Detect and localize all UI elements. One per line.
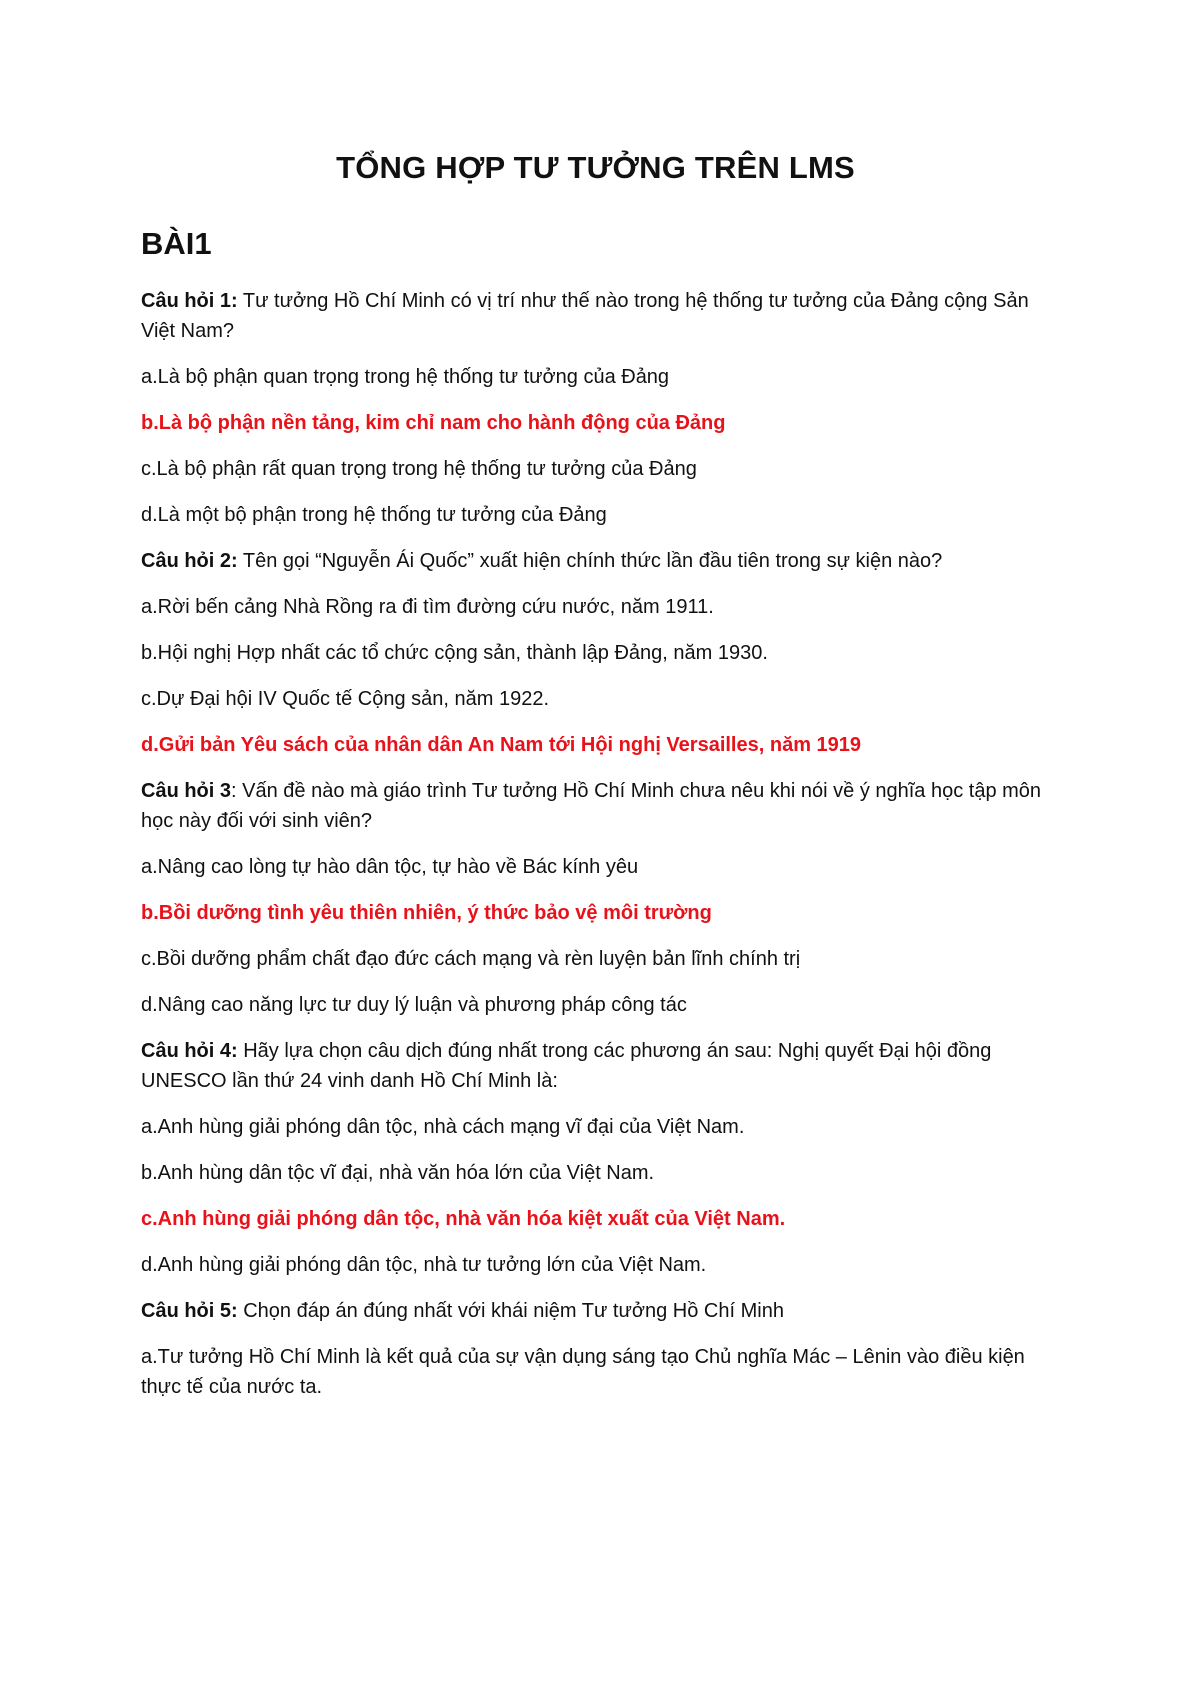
question-4 (141, 1036, 1050, 1096)
answer-option: c.Bồi dưỡng phẩm chất đạo đức cách mạng và rèn luyện bản lĩnh chính trị (141, 948, 801, 970)
answer-option: d.Nâng cao năng lực tư duy lý luận và phương pháp công tác (141, 994, 687, 1016)
question-label: Câu hỏi 1: (141, 290, 238, 312)
document-title: TỔNG HỢP TƯ TƯỞNG TRÊN LMS (336, 150, 855, 185)
question-block-2 (141, 546, 1050, 760)
answer-option: d.Là một bộ phận trong hệ thống tư tưởng của Đảng (141, 504, 607, 526)
answer-option-correct: c.Anh hùng giải phóng dân tộc, nhà văn hóa kiệt xuất của Việt Nam. (141, 1208, 786, 1230)
answer-option: a.Là bộ phận quan trọng trong hệ thống tư tưởng của Đảng (141, 366, 670, 388)
question-label: Câu hỏi 5: (141, 1300, 238, 1322)
answer-option: a.Nâng cao lòng tự hào dân tộc, tự hào về Bác kính yêu (141, 856, 639, 878)
section-title: BÀI1 (141, 226, 212, 261)
answer-option: d.Anh hùng giải phóng dân tộc, nhà tư tưởng lớn của Việt Nam. (141, 1254, 707, 1276)
question-1 (141, 286, 1050, 346)
question-block-1 (141, 286, 1050, 530)
question-label: Câu hỏi 2: (141, 550, 238, 572)
question-block-5 (141, 1296, 1050, 1402)
question-label: Câu hỏi 3 (141, 780, 232, 802)
question-text: Tên gọi “Nguyễn Ái Quốc” xuất hiện chính thức lần đầu tiên trong sự kiện nào? (237, 550, 943, 572)
answer-option: c.Dự Đại hội IV Quốc tế Cộng sản, năm 1922. (141, 688, 550, 710)
answer-option: a.Tư tưởng Hồ Chí Minh là kết quả của sự vận dụng sáng tạo Chủ nghĩa Mác – Lênin vào điều kiện thực tế của nước ta. (141, 1346, 1025, 1398)
answer-option: b.Anh hùng dân tộc vĩ đại, nhà văn hóa lớn của Việt Nam. (141, 1162, 655, 1184)
question-text: Hãy lựa chọn câu dịch đúng nhất trong các phương án sau: Nghị quyết Đại hội đồng UNESCO lần thứ 24 vinh danh Hồ Chí Minh là: (141, 1040, 992, 1092)
question-2 (141, 546, 1050, 576)
question-text: Tư tưởng Hồ Chí Minh có vị trí như thế nào trong hệ thống tư tưởng của Đảng cộng Sản Việt Nam? (141, 290, 1029, 342)
answer-option-correct: b.Bồi dưỡng tình yêu thiên nhiên, ý thức bảo vệ môi trường (141, 902, 712, 924)
answer-option: a.Rời bến cảng Nhà Rồng ra đi tìm đường cứu nước, năm 1911. (141, 596, 714, 618)
answer-option-correct: b.Là bộ phận nền tảng, kim chỉ nam cho hành động của Đảng (141, 412, 726, 434)
question-block-4 (141, 1036, 1050, 1280)
question-label: Câu hỏi 4: (141, 1040, 238, 1062)
question-3 (141, 776, 1050, 836)
question-block-3 (141, 776, 1050, 1020)
question-text: Chọn đáp án đúng nhất với khái niệm Tư tưởng Hồ Chí Minh (237, 1300, 784, 1322)
question-5 (141, 1296, 1050, 1326)
question-text: : Vấn đề nào mà giáo trình Tư tưởng Hồ Chí Minh chưa nêu khi nói về ý nghĩa học tập môn học này đối với sinh viên? (141, 780, 1042, 832)
document-page (0, 150, 1200, 1703)
answer-option: b.Hội nghị Hợp nhất các tổ chức cộng sản, thành lập Đảng, năm 1930. (141, 642, 768, 664)
answer-option: c.Là bộ phận rất quan trọng trong hệ thống tư tưởng của Đảng (141, 458, 697, 480)
answer-option-correct: d.Gửi bản Yêu sách của nhân dân An Nam tới Hội nghị Versailles, năm 1919 (141, 734, 862, 756)
answer-option: a.Anh hùng giải phóng dân tộc, nhà cách mạng vĩ đại của Việt Nam. (141, 1116, 745, 1138)
